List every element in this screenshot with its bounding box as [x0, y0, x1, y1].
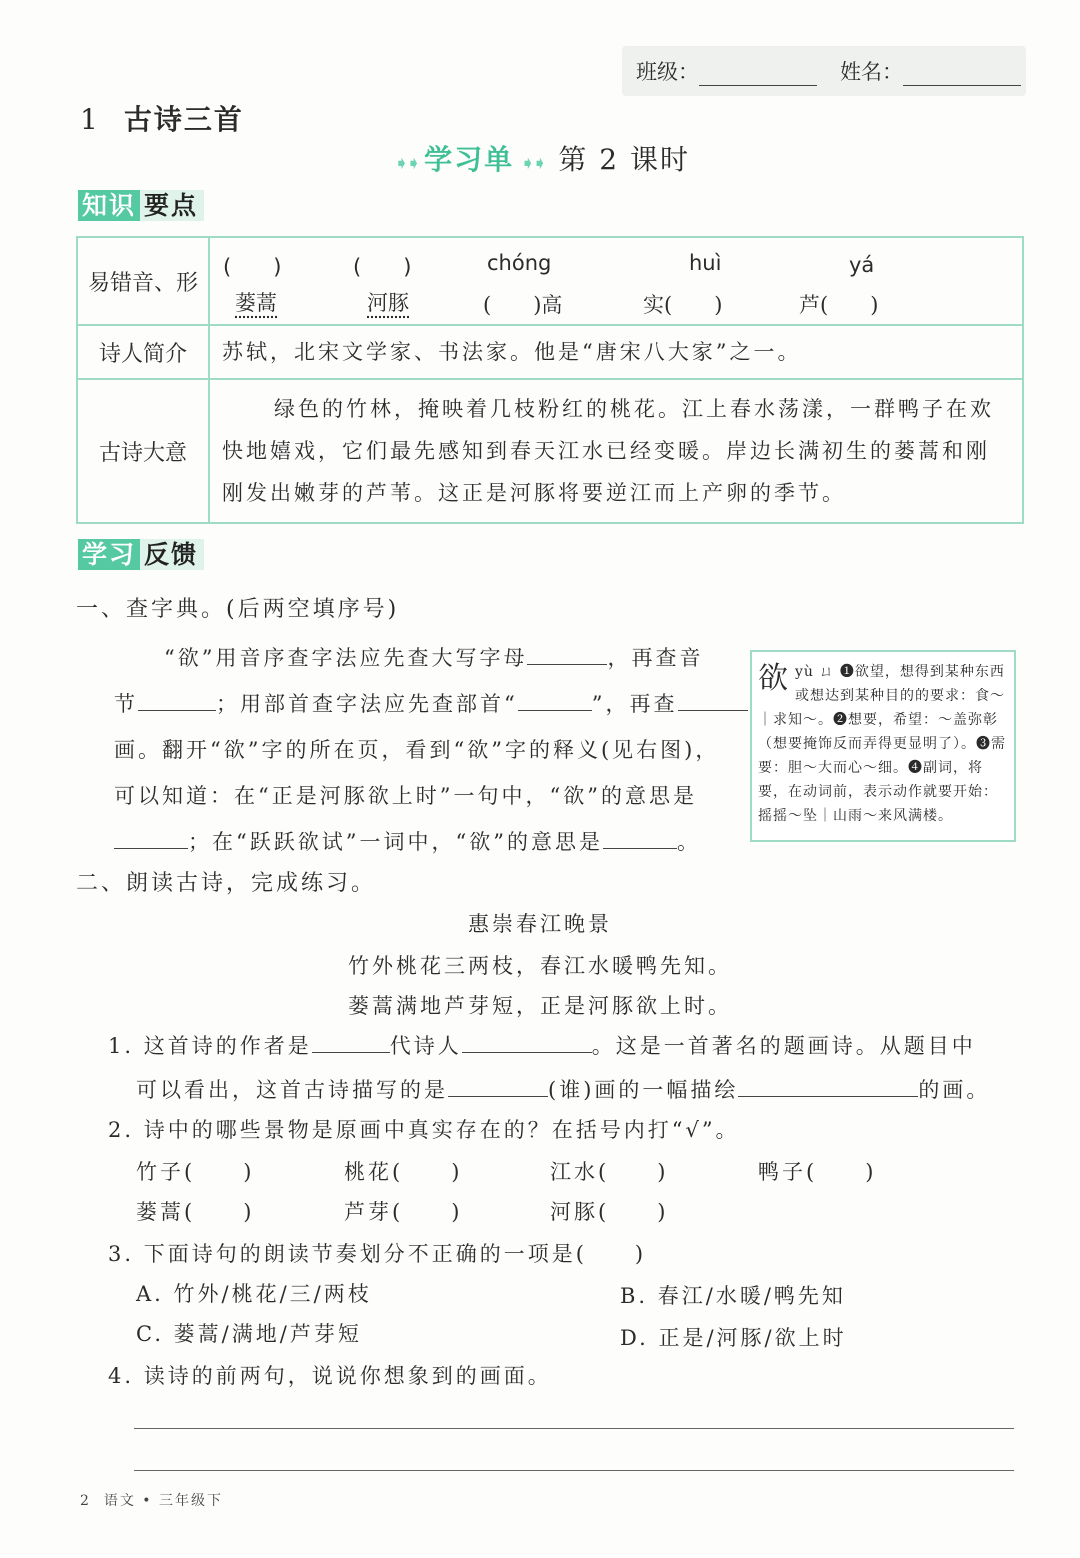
q2-sub-3: 3. 下面诗句的朗读节奏划分不正确的一项是( ) — [108, 1242, 647, 1266]
question-2-heading: 二、朗读古诗，完成练习。 — [76, 871, 377, 896]
q2-text: 代诗人 — [389, 1034, 462, 1058]
q1-text: ，再查音 — [607, 646, 704, 670]
table-row — [77, 379, 1023, 523]
scene-option[interactable]: 桃花( ) — [344, 1160, 463, 1184]
choice-c[interactable]: C. 蒌蒿/满地/芦芽短 — [136, 1322, 362, 1346]
q1-text: “欲”用音序查字法应先查大写字母 — [164, 646, 528, 670]
answer-blank[interactable] — [462, 1032, 592, 1053]
page-number: 2 — [80, 1493, 91, 1509]
arrow-right-icon: ➧➧ — [520, 153, 545, 174]
q1-line-4: 可以知道：在“正是河豚欲上时”一句中，“欲”的意思是 — [114, 784, 697, 808]
pronunciation-cell — [209, 237, 1023, 325]
section-feedback-badge — [78, 535, 204, 571]
lesson-number: 1 — [80, 103, 100, 136]
pinyin-text: chóng — [487, 251, 552, 275]
word-item: 蒌蒿 — [235, 291, 277, 315]
question-1-heading: 一、查字典。(后两空填序号) — [76, 597, 400, 622]
arrow-left-icon: ➧➧ — [394, 153, 419, 174]
lesson-title — [80, 98, 244, 138]
word-item: 河豚 — [367, 291, 409, 315]
pinyin-text: yá — [849, 253, 875, 277]
answer-blank[interactable] — [738, 1076, 918, 1097]
word-item[interactable]: 芦( ) — [799, 293, 879, 317]
class-input-line[interactable] — [699, 63, 817, 86]
q2-text: 的画。 — [918, 1078, 991, 1102]
scene-option[interactable]: 芦芽( ) — [344, 1200, 463, 1224]
dictionary-text: yù ㄩ ❶欲望，想得到某种东西或想达到某种目的的要求：食～｜求知～。❷想要，希望：～盖弥彰（想要掩饰反而弄得更显明了）。❸需要：胆～大而心～细。❹副词，将要，在动词前，表示动作就要开始：摇摇～坠｜山雨～来风满楼。 — [758, 664, 1006, 824]
q1-line-3: 画。翻开“欲”字的所在页，看到“欲”字的释义(见右图)， — [114, 738, 720, 762]
q2-text: (谁)画的一幅描绘 — [548, 1078, 739, 1102]
poem-line: 蒌蒿满地芦芽短，正是河豚欲上时。 — [348, 994, 732, 1018]
q1-line-1 — [164, 642, 703, 672]
sheet-main-title: 学习单 — [424, 143, 515, 176]
q2-sub-1-line-2 — [136, 1074, 990, 1104]
answer-blank[interactable] — [678, 690, 748, 711]
poem-meaning-text: 绿色的竹林，掩映着几枝粉红的桃花。江上春水荡漾，一群鸭子在欢快地嬉戏，它们最先感知到春天江水已经变暖。岸边长满初生的蒌蒿和刚刚发出嫩芽的芦苇。这正是河豚将要逆江而上产卵的季节。 — [209, 379, 1023, 523]
q2-text: 可以看出，这首古诗描写的是 — [136, 1078, 448, 1102]
q1-line-5 — [114, 826, 701, 856]
answer-blank[interactable] — [312, 1032, 390, 1053]
badge-highlight: 知识 — [78, 190, 140, 221]
answer-blank[interactable] — [138, 690, 216, 711]
poem-line: 竹外桃花三两枝，春江水暖鸭先知。 — [348, 954, 732, 978]
q1-text: ”，再查 — [591, 692, 678, 716]
row-label-pronunciation: 易错音、形 — [77, 237, 209, 325]
scene-option[interactable]: 江水( ) — [550, 1160, 669, 1184]
scene-option[interactable]: 竹子( ) — [136, 1160, 255, 1184]
badge-rest: 反馈 — [140, 539, 204, 570]
word-item[interactable]: ( )高 — [483, 293, 563, 317]
dictionary-char: 欲 — [758, 661, 789, 696]
scene-option[interactable]: 鸭子( ) — [758, 1160, 877, 1184]
subject-grade: 语文 • 三年级下 — [103, 1493, 223, 1509]
sheet-title — [394, 138, 690, 178]
answer-blank[interactable] — [527, 644, 607, 665]
answer-blank[interactable] — [518, 690, 592, 711]
scene-option[interactable]: 河豚( ) — [550, 1200, 669, 1224]
badge-highlight: 学习 — [78, 539, 140, 570]
pinyin-blank[interactable]: ( ) — [223, 255, 282, 279]
q1-line-2 — [114, 688, 748, 718]
class-field — [636, 56, 817, 86]
section-knowledge-badge — [78, 186, 204, 222]
name-field — [840, 56, 1021, 86]
table-row — [77, 325, 1023, 379]
scene-option[interactable]: 蒌蒿( ) — [136, 1200, 255, 1224]
name-label: 姓名： — [840, 60, 903, 84]
q1-text: ；用部首查字法应先查部首“ — [216, 692, 518, 716]
answer-line[interactable] — [134, 1470, 1014, 1471]
class-label: 班级： — [636, 60, 699, 84]
q2-text: 。这是一首著名的题画诗。从题目中 — [591, 1034, 976, 1058]
choice-d[interactable]: D. 正是/河豚/欲上时 — [620, 1326, 847, 1350]
q2-sub-2: 2. 诗中的哪些景物是原画中真实存在的？在括号内打“√”。 — [108, 1118, 740, 1142]
knowledge-table — [76, 236, 1024, 524]
word-item[interactable]: 实( ) — [643, 293, 723, 317]
table-row — [77, 237, 1023, 325]
sheet-period: 第 2 课时 — [558, 143, 690, 176]
answer-blank[interactable] — [448, 1076, 548, 1097]
q2-text: 1. 这首诗的作者是 — [108, 1034, 312, 1058]
answer-blank[interactable] — [603, 828, 677, 849]
answer-blank[interactable] — [114, 828, 188, 849]
dictionary-entry — [750, 650, 1016, 842]
page-footer — [80, 1490, 223, 1510]
row-label-poet: 诗人简介 — [77, 325, 209, 379]
q1-text: 节 — [114, 692, 138, 716]
pinyin-blank[interactable]: ( ) — [353, 255, 412, 279]
poem-title: 惠崇春江晚景 — [468, 912, 612, 936]
choice-b[interactable]: B. 春江/水暖/鸭先知 — [620, 1284, 846, 1308]
choice-a[interactable]: A. 竹外/桃花/三/两枝 — [136, 1282, 372, 1306]
pinyin-text: huì — [689, 251, 722, 275]
q1-text: ；在“跃跃欲试”一词中，“欲”的意思是 — [188, 830, 603, 854]
name-input-line[interactable] — [903, 63, 1021, 86]
answer-line[interactable] — [134, 1428, 1014, 1429]
poet-intro-text: 苏轼，北宋文学家、书法家。他是“唐宋八大家”之一。 — [209, 325, 1023, 379]
q2-sub-1-line-1 — [108, 1030, 976, 1060]
q2-sub-4: 4. 读诗的前两句，说说你想象到的画面。 — [108, 1364, 552, 1388]
lesson-name: 古诗三首 — [123, 103, 244, 136]
badge-rest: 要点 — [140, 190, 204, 221]
q1-text: 。 — [676, 830, 701, 854]
row-label-meaning: 古诗大意 — [77, 379, 209, 523]
